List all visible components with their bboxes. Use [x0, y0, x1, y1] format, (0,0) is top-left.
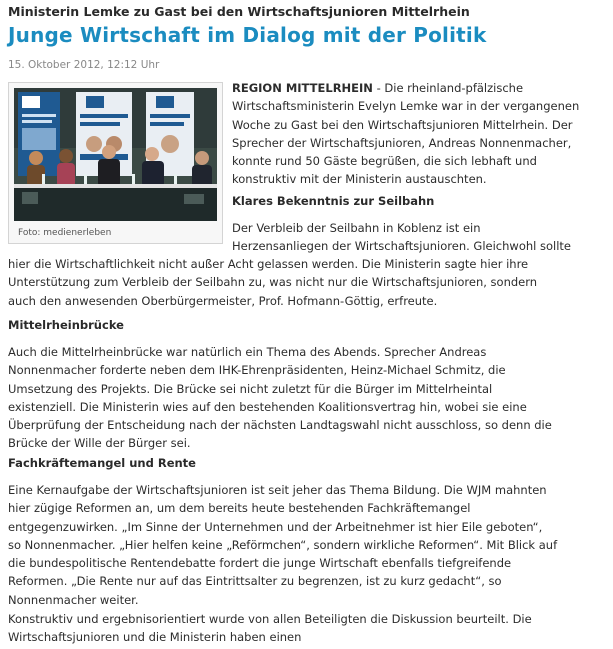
paragraph-mittelrheinbruecke: Auch die Mittelrheinbrücke war natürlich ein Thema des Abends. Sprecher Andreas Nonnenmacher forderte neben dem IHK-Ehrenpräsidenten, Heinz-Michael Schmitz, die Umsetzung des Projekts. Die Brücke sei nicht zuletzt für die Bürger im Mittelrheintal existenziell. Die Ministerin wies auf den bestehenden Koalitionsvertrag hin, wobei sie eine Überprüfung der Entscheidung nach der nächsten Landtagswahl nicht ausschloss, so denn die Brücke der Wille der Bürger sei.: [8, 345, 552, 451]
article-date: 15. Oktober 2012, 12:12 Uhr: [8, 59, 160, 71]
paragraph-seilbahn-a: Der Verbleib der Seilbahn in Koblenz ist ein Herzensanliegen der Wirtschaftsjunioren. Gleichwohl sollte: [232, 221, 571, 254]
article-figure: [8, 82, 223, 244]
article-title[interactable]: Junge Wirtschaft im Dialog mit der Politik: [8, 23, 487, 47]
paragraph-fachkraeftemangel: Eine Kernaufgabe der Wirtschaftsjunioren ist seit jeher das Thema Bildung. Die WJM mahnten hier zügige Reformen an, um dem bereits heute bestehenden Fachkräftemangel entgegenzuwirken. „Im Sinne der Unternehmen und der Arbeitnehmer ist hier Eile geboten“, so Nonnenmacher. „Hier helfen keine „Reförmchen“, sondern wirkliche Reformen“. Mit Blick auf die bundespolitische Rentendebatte fordert die junge Wirtschaft ebenfalls tiefgreifende Reformen. „Die Rente nur auf das Eintrittsalter zu begrenzen, ist zu kurz gedacht“, so Nonnenmacher weiter.: [8, 483, 558, 607]
paragraph-closing: Konstruktiv und ergebnisorientiert wurde von allen Beteiligten die Diskussion beurteilt. Die Wirtschaftsjunioren und die Ministerin haben einen: [8, 612, 532, 645]
paragraph-seilbahn-b: hier die Wirtschaftlichkeit nicht außer Acht gelassen werden. Die Ministerin sagte hier ihre Unterstützung zum Verbleib der Seilbahn zu, was nicht nur die Wirtschaftsjunioren, sondern auch den anwesenden Oberbürgermeister, Prof. Hofmann-Göttig, erfreute.: [8, 257, 538, 308]
section-heading-fachkraeftemangel: Fachkräftemangel und Rente: [8, 456, 196, 470]
section-heading-mittelrheinbruecke: Mittelrheinbrücke: [8, 318, 124, 332]
article-photo[interactable]: [14, 88, 217, 221]
region-label: REGION MITTELRHEIN: [232, 81, 373, 95]
intro-paragraph: REGION MITTELRHEIN - Die rheinland-pfälzische Wirtschaftsministerin Evelyn Lemke war in der vergangenen Woche zu Gast bei den Wirtschaftsjunioren Mittelrhein. Der Sprecher der Wirtschaftsjunioren, Andreas Nonnenmacher, konnte rund 50 Gäste begrüßen, die sich lebhaft und konstruktiv mit der Ministerin austauschten.: [232, 81, 580, 187]
section-heading-seilbahn: Klares Bekenntnis zur Seilbahn: [232, 194, 435, 208]
article-kicker: Ministerin Lemke zu Gast bei den Wirtschaftsjunioren Mittelrhein: [8, 4, 470, 19]
photo-caption: Foto: medienerleben: [18, 228, 112, 238]
